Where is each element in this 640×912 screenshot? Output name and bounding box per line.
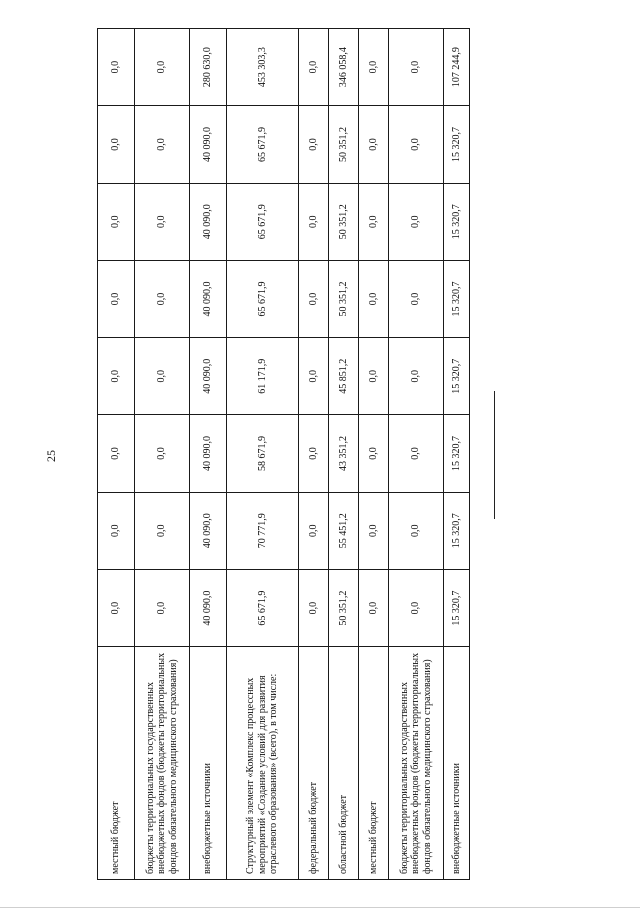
value-cell: 0,0	[135, 260, 190, 337]
total-cell: 346 058,4	[329, 29, 359, 106]
value-cell: 0,0	[98, 183, 135, 260]
value-cell: 50 351,2	[329, 183, 359, 260]
row-label: Структурный элемент «Комплекс процессных мероприятий «Создание условий для развития отраслевого образования» (всего), в том числе:	[227, 647, 299, 880]
value-cell: 0,0	[135, 569, 190, 646]
value-cell: 0,0	[359, 415, 389, 492]
value-cell: 55 451,2	[329, 492, 359, 569]
value-cell: 0,0	[98, 569, 135, 646]
table-row	[190, 29, 227, 880]
scan-edge-line	[0, 907, 640, 908]
page-number: 25	[43, 450, 58, 462]
value-cell: 0,0	[359, 106, 389, 183]
value-cell: 15 320,7	[444, 569, 470, 646]
value-cell: 0,0	[389, 415, 444, 492]
row-label: бюджеты территориальных государственных внебюджетных фондов (бюджеты территориальных фондов обязательного медицинского страхования)	[389, 647, 444, 880]
value-cell: 0,0	[98, 415, 135, 492]
table-row	[227, 29, 299, 880]
value-cell: 0,0	[389, 183, 444, 260]
table-row	[444, 29, 470, 880]
value-cell: 70 771,9	[227, 492, 299, 569]
row-label: местный бюджет	[359, 647, 389, 880]
value-cell: 0,0	[299, 569, 329, 646]
value-cell: 0,0	[135, 492, 190, 569]
value-cell: 0,0	[135, 338, 190, 415]
row-label: внебюджетные источники	[444, 647, 470, 880]
value-cell: 40 090,0	[190, 260, 227, 337]
value-cell: 65 671,9	[227, 260, 299, 337]
table-row	[329, 29, 359, 880]
value-cell: 15 320,7	[444, 260, 470, 337]
row-label: бюджеты территориальных государственных внебюджетных фондов (бюджеты территориальных фондов обязательного медицинского страхования)	[135, 647, 190, 880]
value-cell: 65 671,9	[227, 106, 299, 183]
value-cell: 0,0	[299, 183, 329, 260]
value-cell: 40 090,0	[190, 106, 227, 183]
value-cell: 15 320,7	[444, 415, 470, 492]
value-cell: 0,0	[389, 260, 444, 337]
value-cell: 15 320,7	[444, 338, 470, 415]
table-row	[389, 29, 444, 880]
value-cell: 40 090,0	[190, 569, 227, 646]
value-cell: 0,0	[359, 260, 389, 337]
value-cell: 0,0	[98, 338, 135, 415]
value-cell: 0,0	[98, 492, 135, 569]
total-cell: 0,0	[359, 29, 389, 106]
value-cell: 40 090,0	[190, 492, 227, 569]
value-cell: 0,0	[299, 106, 329, 183]
value-cell: 50 351,2	[329, 569, 359, 646]
row-label: федеральный бюджет	[299, 647, 329, 880]
value-cell: 0,0	[135, 106, 190, 183]
separator-line	[494, 391, 495, 519]
total-cell: 0,0	[389, 29, 444, 106]
value-cell: 40 090,0	[190, 338, 227, 415]
total-cell: 0,0	[299, 29, 329, 106]
table-row	[359, 29, 389, 880]
value-cell: 0,0	[98, 260, 135, 337]
value-cell: 0,0	[299, 492, 329, 569]
value-cell: 0,0	[359, 183, 389, 260]
value-cell: 40 090,0	[190, 415, 227, 492]
value-cell: 15 320,7	[444, 492, 470, 569]
total-cell: 453 303,3	[227, 29, 299, 106]
table-row	[299, 29, 329, 880]
value-cell: 50 351,2	[329, 260, 359, 337]
value-cell: 0,0	[359, 492, 389, 569]
value-cell: 65 671,9	[227, 569, 299, 646]
value-cell: 0,0	[389, 492, 444, 569]
value-cell: 0,0	[389, 569, 444, 646]
table-row	[135, 29, 190, 880]
total-cell: 107 244,9	[444, 29, 470, 106]
value-cell: 40 090,0	[190, 183, 227, 260]
row-label: внебюджетные источники	[190, 647, 227, 880]
value-cell: 15 320,7	[444, 183, 470, 260]
financing-table	[97, 28, 470, 880]
value-cell: 0,0	[389, 338, 444, 415]
value-cell: 45 851,2	[329, 338, 359, 415]
row-label: местный бюджет	[98, 647, 135, 880]
total-cell: 0,0	[98, 29, 135, 106]
value-cell: 0,0	[98, 106, 135, 183]
value-cell: 50 351,2	[329, 106, 359, 183]
value-cell: 0,0	[135, 183, 190, 260]
rotated-table-wrapper	[97, 28, 469, 880]
value-cell: 65 671,9	[227, 183, 299, 260]
value-cell: 0,0	[389, 106, 444, 183]
total-cell: 0,0	[135, 29, 190, 106]
table-row	[98, 29, 135, 880]
value-cell: 0,0	[299, 415, 329, 492]
value-cell: 0,0	[359, 569, 389, 646]
value-cell: 0,0	[135, 415, 190, 492]
value-cell: 0,0	[299, 338, 329, 415]
rotated-table-container	[97, 28, 469, 880]
total-cell: 280 630,0	[190, 29, 227, 106]
value-cell: 15 320,7	[444, 106, 470, 183]
value-cell: 0,0	[299, 260, 329, 337]
value-cell: 58 671,9	[227, 415, 299, 492]
value-cell: 61 171,9	[227, 338, 299, 415]
value-cell: 0,0	[359, 338, 389, 415]
value-cell: 43 351,2	[329, 415, 359, 492]
row-label: областной бюджет	[329, 647, 359, 880]
